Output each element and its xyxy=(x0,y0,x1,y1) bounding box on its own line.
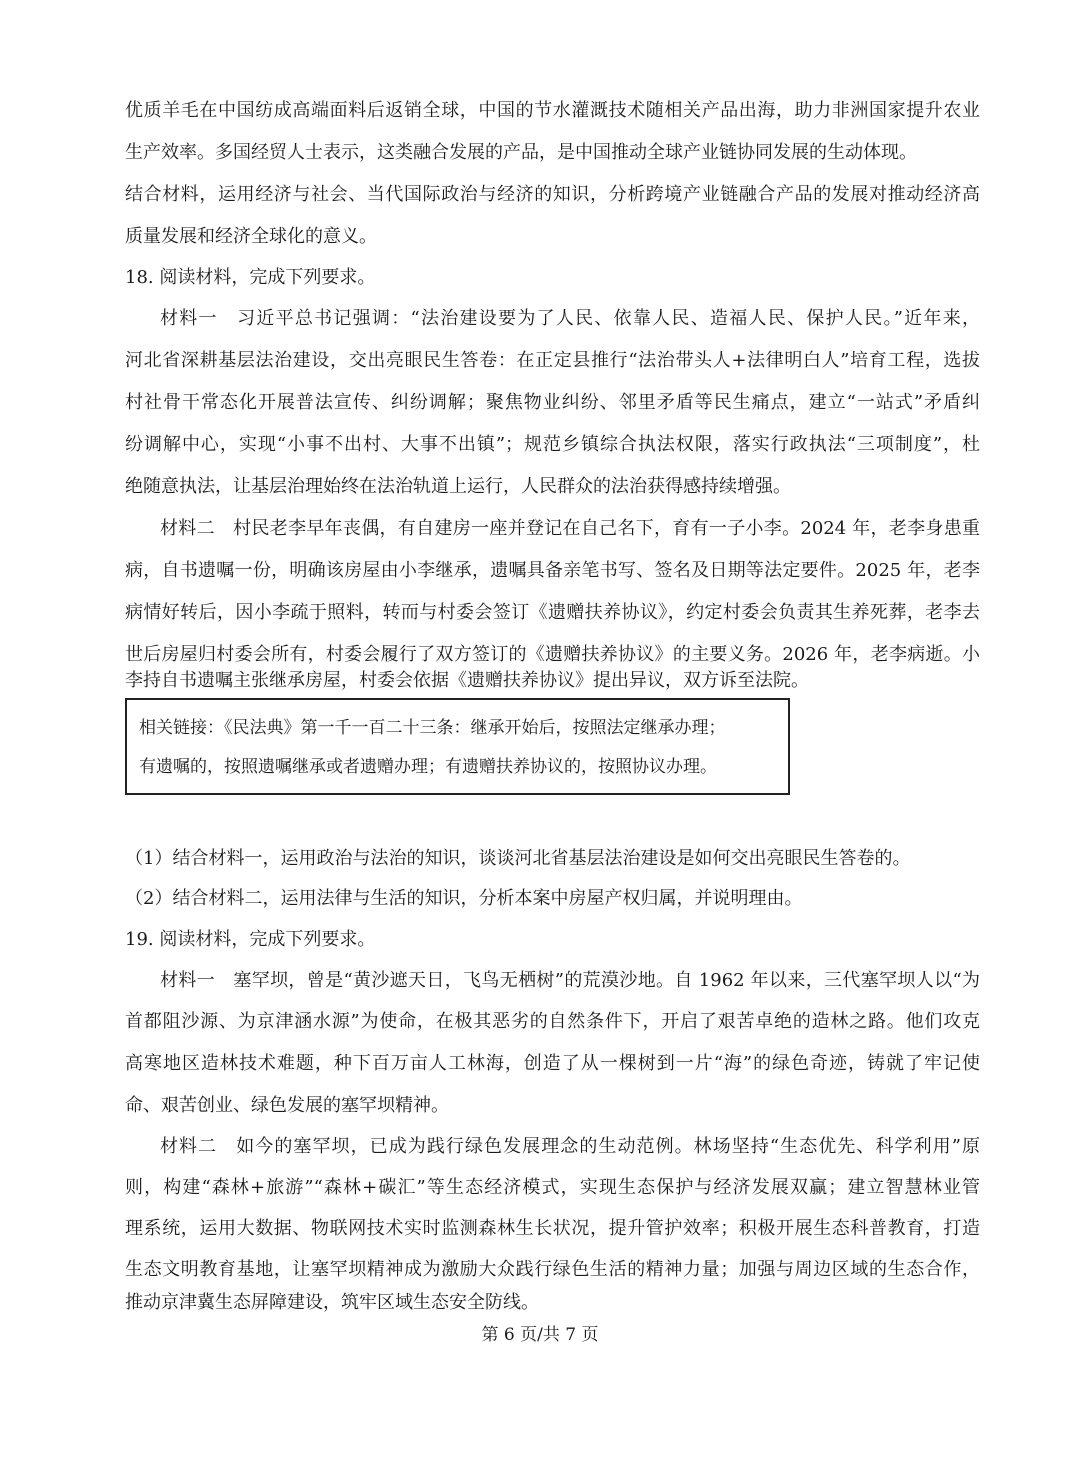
q17-line-2: 生产效率。多国经贸人士表示，这类融合发展的产品，是中国推动全球产业链协同发展的生动体现。 xyxy=(125,142,917,163)
q18-m2-line-1: 材料二 村民老李早年丧偶，有自建房一座并登记在自己名下，育有一子小李。2024 年，老李身患重 xyxy=(160,518,980,539)
q18-m2-line-3: 病情好转后，因小李疏于照料，转而与村委会签订《遗赠扶养协议》，约定村委会负责其生养死葬，老李去 xyxy=(125,602,980,623)
q19-m2-line-1: 材料二 如今的塞罕坝，已成为践行绿色发展理念的生动范例。林场坚持“生态优先、科学利用”原 xyxy=(160,1136,980,1157)
q19-m1-line-2: 首都阻沙源、为京津涵水源”为使命，在极其恶劣的自然条件下，开启了艰苦卓绝的造林之路。他们攻克 xyxy=(125,1011,980,1032)
q17-line-3: 结合材料，运用经济与社会、当代国际政治与经济的知识，分析跨境产业链融合产品的发展对推动经济高 xyxy=(125,184,980,205)
q18-m1-line-1: 材料一 习近平总书记强调：“法治建设要为了人民、依靠人民、造福人民、保护人民。”近年来， xyxy=(160,308,980,329)
q19-m1-line-4: 命、艰苦创业、绿色发展的塞罕坝精神。 xyxy=(125,1095,449,1116)
q19-m2-line-2: 则，构建“森林+旅游”“森林+碳汇”等生态经济模式，实现生态保护与经济发展双赢；建立智慧林业管 xyxy=(125,1177,980,1198)
q19-title: 19. 阅读材料，完成下列要求。 xyxy=(125,929,376,950)
q18-m1-line-4: 纷调解中心，实现“小事不出村、大事不出镇”；规范乡镇综合执法权限，落实行政执法“三项制度”，杜 xyxy=(125,434,980,455)
q18-title: 18. 阅读材料，完成下列要求。 xyxy=(125,267,376,288)
q18-m2-line-2: 病，自书遗嘱一份，明确该房屋由小李继承，遗嘱具备亲笔书写、签名及日期等法定要件。2025 年，老李 xyxy=(125,560,980,581)
q19-m1-line-1: 材料一 塞罕坝，曾是“黄沙遮天日，飞鸟无栖树”的荒漠沙地。自 1962 年以来，三代塞罕坝人以“为 xyxy=(160,970,980,991)
related-link-box xyxy=(125,698,790,795)
q18-m1-line-5: 绝随意执法，让基层治理始终在法治轨道上运行，人民群众的法治获得感持续增强。 xyxy=(125,476,791,497)
q18-m2-line-5: 李持自书遗嘱主张继承房屋，村委会依据《遗赠扶养协议》提出异议，双方诉至法院。 xyxy=(125,670,809,691)
q17-line-4: 质量发展和经济全球化的意义。 xyxy=(125,226,377,247)
q19-m2-line-3: 理系统，运用大数据、物联网技术实时监测森林生长状况，提升管护效率；积极开展生态科普教育，打造 xyxy=(125,1218,980,1239)
page-number-footer: 第 6 页/共 7 页 xyxy=(481,1325,599,1345)
q19-m1-line-3: 高寒地区造林技术难题，种下百万亩人工林海，创造了从一棵树到一片“海”的绿色奇迹，铸就了牢记使 xyxy=(125,1053,980,1074)
q19-m2-line-5: 推动京津冀生态屏障建设，筑牢区域生态安全防线。 xyxy=(125,1292,539,1313)
q18-m2-line-4: 世后房屋归村委会所有，村委会履行了双方签订的《遗赠扶养协议》的主要义务。2026 年，老李病逝。小 xyxy=(125,644,980,665)
q18-sub-question-2: （2）结合材料二，运用法律与生活的知识，分析本案中房屋产权归属，并说明理由。 xyxy=(125,888,803,909)
q18-m1-line-3: 村社骨干常态化开展普法宣传、纠纷调解；聚焦物业纠纷、邻里矛盾等民生痛点，建立“一站式”矛盾纠 xyxy=(125,392,980,413)
q18-sub-question-1: （1）结合材料一，运用政治与法治的知识，谈谈河北省基层法治建设是如何交出亮眼民生答卷的。 xyxy=(125,848,911,869)
q18-m1-line-2: 河北省深耕基层法治建设，交出亮眼民生答卷：在正定县推行“法治带头人+法律明白人”培育工程，选拔 xyxy=(125,350,980,371)
q17-line-1: 优质羊毛在中国纺成高端面料后返销全球，中国的节水灌溉技术随相关产品出海，助力非洲国家提升农业 xyxy=(125,100,980,121)
related-link-line-2: 有遗嘱的，按照遗嘱继承或者遗赠办理；有遗赠扶养协议的，按照协议办理。 xyxy=(139,757,717,777)
q19-m2-line-4: 生态文明教育基地，让塞罕坝精神成为激励大众践行绿色生活的精神力量；加强与周边区域的生态合作， xyxy=(125,1259,980,1280)
related-link-line-1: 相关链接：《民法典》第一千一百二十三条：继承开始后，按照法定继承办理； xyxy=(139,718,726,738)
